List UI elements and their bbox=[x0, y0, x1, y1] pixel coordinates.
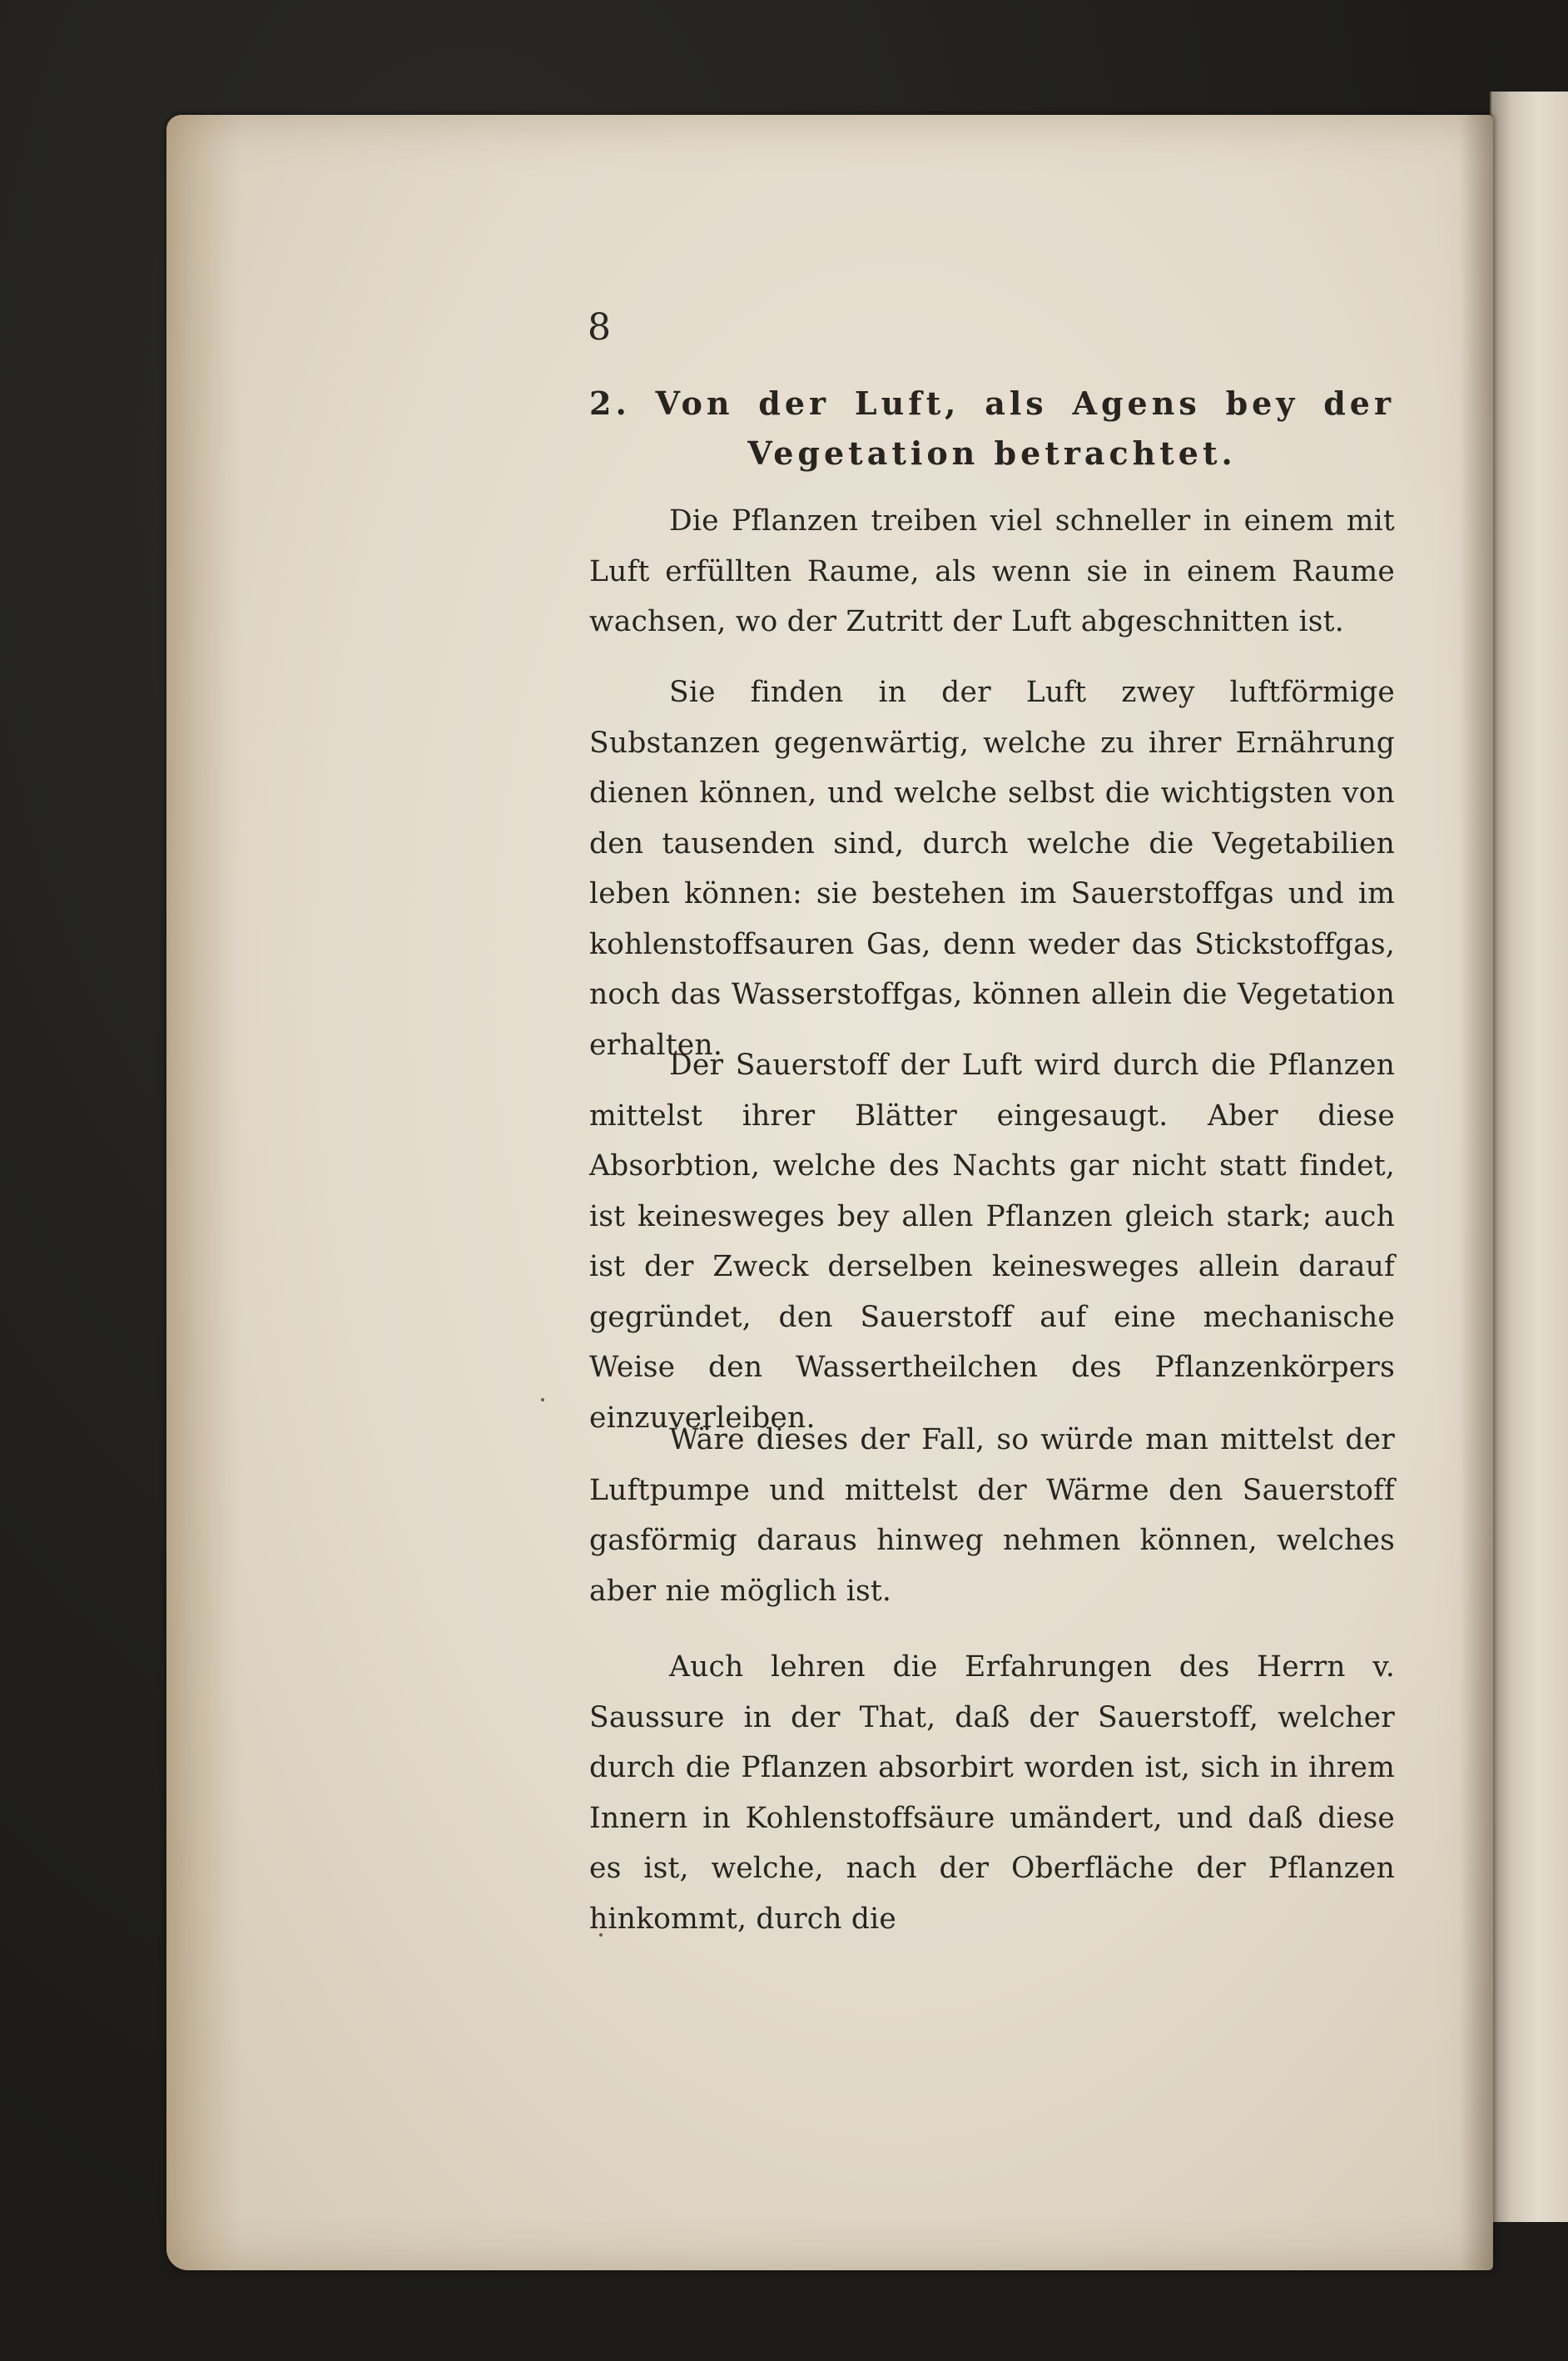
page-gutter-shadow bbox=[1460, 115, 1493, 2270]
paper-speck bbox=[541, 1398, 544, 1401]
page-number: 8 bbox=[588, 306, 611, 349]
paragraph-3: Der Sauerstoff der Luft wird durch die Pflanzen mittelst ihrer Blätter eingesaugt. Aber diese Absorbtion, welche des Nachts gar nicht statt findet, ist keinesweges bey allen Pflanzen gleich stark; auch ist der Zweck derselben keinesweges allein darauf gegründet, den Sauerstoff auf eine mechanische Weise den Wassertheilchen des Pflanzenkörpers einzuverleiben. bbox=[589, 1049, 1395, 1435]
paragraph-1: Die Pflanzen treiben viel schneller in einem mit Luft erfüllten Raume, als wenn sie in einem Raume wachsen, wo der Zutritt der Luft abgeschnitten ist. bbox=[589, 504, 1395, 638]
paragraph-4: Wäre dieses der Fall, so würde man mittelst der Luftpumpe und mittelst der Wärme den Sauerstoff gasförmig daraus hinweg nehmen können, welches aber nie möglich ist. bbox=[589, 1423, 1395, 1608]
facing-page-edge bbox=[1490, 92, 1568, 2222]
paragraph-2: Sie finden in der Luft zwey luftförmige Substanzen gegenwärtig, welche zu ihrer Ernährung dienen können, und welche selbst die wichtigsten von den tausenden sind, durch welche die Vegetabilien leben können: sie bestehen im Sauerstoffgas und im kohlenstoffsauren Gas, denn weder das Stickstoffgas, noch das Wasserstoffgas, können allein die Vegetation erhalten. bbox=[589, 676, 1395, 1062]
paragraph-5: Auch lehren die Erfahrungen des Herrn v. Saussure in der That, daß der Sauerstoff, welcher durch die Pflanzen absorbirt worden ist, sich in ihrem Innern in Kohlenstoffsäure umändert, und daß diese es ist, welche, nach der Oberfläche der Pflanzen hinkommt, durch die bbox=[589, 1650, 1395, 1936]
section-heading: 2. Von der Luft, als Agens bey der Vegetation betrachtet. bbox=[589, 384, 1395, 472]
